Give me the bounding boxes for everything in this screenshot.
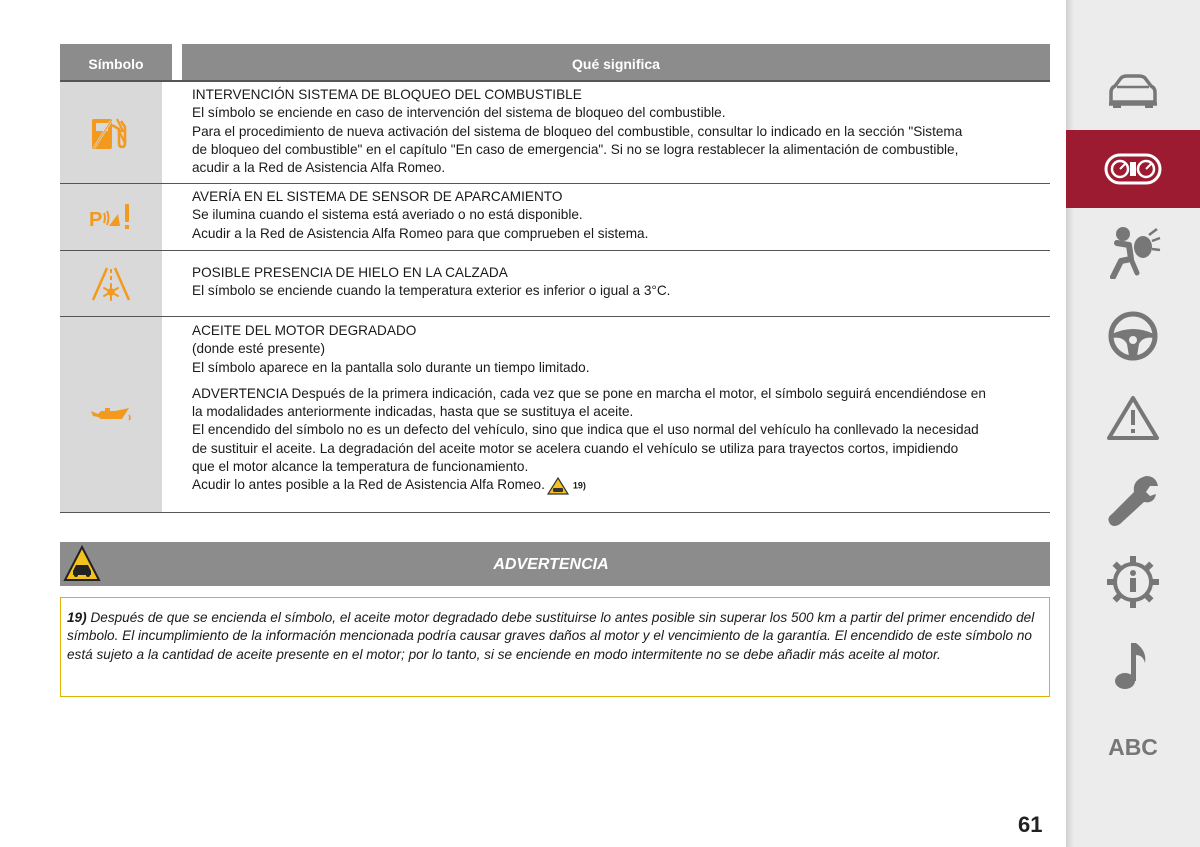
airbag-icon bbox=[1105, 225, 1161, 279]
warning-title: ADVERTENCIA bbox=[493, 556, 609, 573]
sidebar-item-technical-data[interactable] bbox=[1066, 544, 1200, 620]
warning-note bbox=[60, 597, 1050, 697]
table-row: ACEITE DEL MOTOR DEGRADADO (donde esté presente) El símbolo aparece en la pantalla solo durante un tiempo limitado. ADVERTENCIA Después de la primera indicación, cada vez que se pone en marcha el motor, el símbolo seguirá encendiéndose en la modalidades anteriormente indicadas, hasta que se sustituya el aceite. El encendido del símbolo no es un defecto del vehículo, sino que indica que el uso normal del vehículo ha conllevado la necesidad de sustituir el aceite. La degradación del aceite motor se acelera cuando el vehículo se utiliza para trayectos cortos, impidiendo que el motor alcance la temperatura de funcionamiento. Acudir lo antes posible a la Red de Asistencia Alfa Romeo. 19) bbox=[60, 317, 1050, 513]
row-title: POSIBLE PRESENCIA DE HIELO EN LA CALZADA bbox=[192, 265, 508, 280]
warning-car-icon bbox=[547, 477, 569, 495]
car-icon bbox=[1105, 70, 1161, 110]
warning-car-icon bbox=[62, 544, 102, 584]
sidebar-item-dashboard[interactable] bbox=[1066, 130, 1200, 208]
index-label: ABC bbox=[1108, 733, 1158, 760]
header-symbol: Símbolo bbox=[60, 44, 172, 80]
table-header bbox=[60, 44, 1050, 80]
info-gear-icon bbox=[1105, 554, 1161, 610]
instrument-cluster-icon bbox=[1103, 152, 1163, 186]
oil-can-icon bbox=[89, 405, 133, 425]
table-row: POSIBLE PRESENCIA DE HIELO EN LA CALZADA El símbolo se enciende cuando la temperatura exterior es inferior o igual a 3°C. bbox=[60, 251, 1050, 317]
music-note-icon bbox=[1111, 639, 1155, 693]
steering-wheel-icon bbox=[1107, 310, 1159, 362]
header-meaning: Qué significa bbox=[182, 44, 1050, 80]
sidebar-item-car[interactable] bbox=[1066, 52, 1200, 128]
svg-text:P: P bbox=[89, 209, 103, 231]
page-number: 61 bbox=[1018, 812, 1043, 837]
note-number: 19) bbox=[67, 610, 87, 625]
row-title: INTERVENCIÓN SISTEMA DE BLOQUEO DEL COMBUSTIBLE bbox=[192, 87, 582, 102]
row-title: AVERÍA EN EL SISTEMA DE SENSOR DE APARCAMIENTO bbox=[192, 189, 563, 204]
sidebar-item-safety[interactable] bbox=[1066, 214, 1200, 290]
footnote-ref[interactable]: 19) bbox=[572, 480, 586, 491]
row-title: ACEITE DEL MOTOR DEGRADADO bbox=[192, 323, 417, 338]
wrench-icon bbox=[1106, 472, 1160, 528]
sidebar-item-multimedia[interactable] bbox=[1066, 628, 1200, 704]
fuel-cutoff-icon bbox=[89, 113, 133, 153]
sidebar-item-maintenance[interactable] bbox=[1066, 462, 1200, 538]
warning-lights-table bbox=[60, 44, 1050, 513]
parking-sensor-fault-icon bbox=[87, 199, 135, 235]
warning-triangle-icon bbox=[1106, 394, 1160, 442]
ice-road-icon bbox=[89, 264, 133, 304]
table-row: P AVERÍA EN EL SISTEMA DE SENSOR DE APARCAMIENTO Se ilumina cuando el sistema está averiado o no está disponible. Acudir a la Red de Asistencia Alfa Romeo para que comprueben el sistema. bbox=[60, 184, 1050, 251]
table-row: INTERVENCIÓN SISTEMA DE BLOQUEO DEL COMBUSTIBLE El símbolo se enciende en caso de intervención del sistema de bloqueo del combustible. Para el procedimiento de nueva activación del sistema de bloqueo del combustible, consultar lo indicado en la sección "Sistema de bloqueo del combustible" en el capítulo "En caso de emergencia". Si no se logra restablecer la alimentación de combustible, acudir a la Red de Asistencia Alfa Romeo. bbox=[60, 82, 1050, 184]
sidebar-item-index[interactable] bbox=[1066, 712, 1200, 782]
sidebar-item-driving[interactable] bbox=[1066, 298, 1200, 374]
sidebar-item-emergency[interactable] bbox=[1066, 380, 1200, 456]
note-text: Después de que se encienda el símbolo, el aceite motor degradado debe sustituirse lo antes posible sin superar los 500 km a partir del primer encendido del símbolo. El incumplimiento de la información mencionada podría causar graves daños al motor y el vencimiento de la garantía. El encendido de este símbolo no está sujeto a la cantidad de aceite presente en el motor; por lo tanto, si se enciende en modo intermitente no se debe añadir más aceite al motor. bbox=[67, 610, 1035, 662]
warning-header bbox=[60, 542, 1050, 586]
